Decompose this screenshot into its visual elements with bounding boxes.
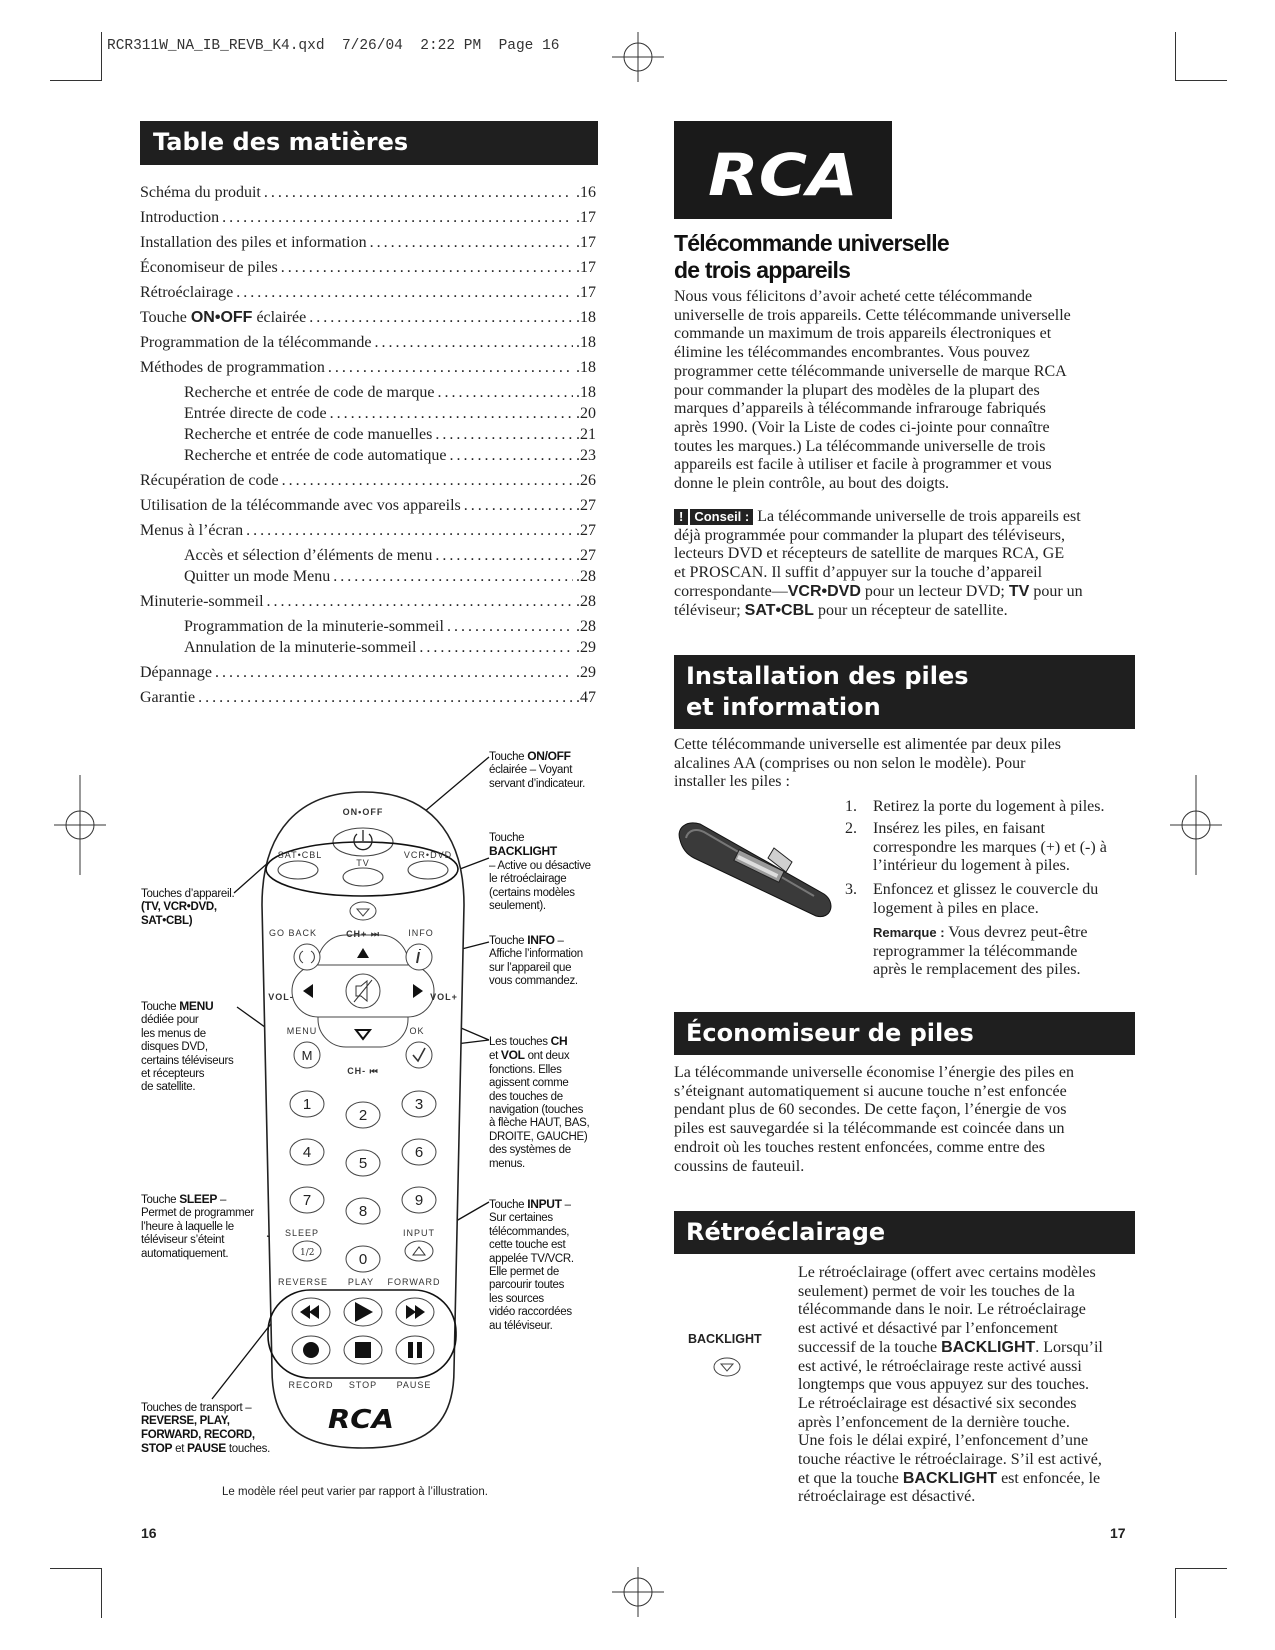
toc-subentry[interactable]: Annulation de la minuterie-sommeil ..... .29: [184, 639, 596, 657]
battery-intro: Cette télécommande universelle est alimentée par deux piles alcalines AA (comprises ou non selon le modèle). Pour installer les piles :: [674, 736, 1061, 791]
page-number-left: 16: [141, 1525, 157, 1541]
toc-entry[interactable]: Méthodes de programmation ..... .18: [140, 359, 596, 377]
battery-saver-header: Économiseur de piles: [674, 1012, 1135, 1055]
battery-saver-text: La télécommande universelle économise l’énergie des piles en s’éteignant automatiquement si aucune touche n’est enfoncée pendant plus de 60 secondes. De cette façon, l’énergie de vos piles est sauvegardée si la télécommande est coincée dans un endroit où les touches restent enfoncées, comme entre des coussins de fauteuil.: [674, 1064, 1074, 1175]
key-1: 1: [302, 1096, 312, 1113]
stop-label: STOP: [348, 1380, 378, 1390]
m-label: M: [301, 1048, 313, 1063]
backlight-section-header: Rétroéclairage: [674, 1211, 1135, 1254]
callout-info: Touche INFO – Affiche l’information sur l’appareil que vous commandez.: [489, 933, 583, 988]
toc-subentry[interactable]: Recherche et entrée de code de marque ..... .18: [184, 384, 596, 402]
toc-entry[interactable]: Récupération de code ..... .26: [140, 472, 596, 490]
callout-ch-vol: Les touches CH et VOL ont deux fonctions. Elles agissent comme des touches de navigation (touches à flèche HAUT, BAS, DROITE, GAUCHE) des systèmes de menus.: [489, 1034, 590, 1170]
toc-entry[interactable]: Schéma du produit ..... .16: [140, 184, 596, 202]
toc-entry[interactable]: Installation des piles et information ..... .17: [140, 234, 596, 252]
menu-label: MENU: [286, 1026, 318, 1036]
step-item: 1. Retirez la porte du logement à piles.: [845, 798, 1105, 815]
sat-label: SAT•CBL: [277, 850, 323, 860]
goback-label: GO BACK: [268, 928, 318, 938]
step-item: 3. Enfoncez et glissez le couvercle du logement à piles en place.: [845, 881, 1099, 917]
chdn-label: CH- ⏮: [347, 1066, 379, 1076]
toc-subentry[interactable]: Entrée directe de code ..... .20: [184, 405, 596, 423]
forward-label: FORWARD: [387, 1277, 441, 1287]
main-title: Télécommande universelle de trois appareils: [674, 230, 949, 283]
callout-onoff: Touche ON/OFF éclairée – Voyant servant d’indicateur.: [489, 749, 585, 790]
toc-entry[interactable]: Dépannage ..... .29: [140, 664, 596, 682]
callout-backlight: Touche BACKLIGHT – Active ou désactive le rétroéclairage (certains modèles seulement).: [489, 832, 591, 913]
callout-transport: Touches de transport – REVERSE, PLAY, FORWARD, RECORD, STOP et PAUSE touches.: [141, 1402, 270, 1456]
key-7: 7: [302, 1192, 312, 1209]
battery-section-header: Installation des piles et information: [674, 655, 1135, 729]
key-2: 2: [358, 1107, 368, 1124]
toc-entry[interactable]: Introduction ..... .17: [140, 209, 596, 227]
toc-entry[interactable]: Menus à l’écran ..... .27: [140, 522, 596, 540]
input-button: [405, 1241, 433, 1261]
remote-brand-logo: RCA: [328, 1405, 394, 1435]
info-label: INFO: [408, 928, 434, 938]
input-label: INPUT: [403, 1228, 435, 1238]
record-icon: [303, 1342, 319, 1358]
onoff-label: ON•OFF: [342, 807, 384, 817]
toc-subentry[interactable]: Programmation de la minuterie-sommeil ..... .28: [184, 618, 596, 636]
backlight-key-label: BACKLIGHT: [688, 1332, 762, 1346]
key-0: 0: [358, 1251, 368, 1268]
backlight-text: Le rétroéclairage (offert avec certains modèles seulement) permet de voir les touches de la télécommande dans le noir. Le rétroéclairage est activé et désactivé par l’enfoncement successif de la touche BACKLIGHT. Lorsqu’il est activé, le rétroéclairage reste activé aussi longtemps que vous appuyez sur des touches. Le rétroéclairage est désactivé six secondes après l’enfoncement de la dernière touche. Une fois le délai expiré, l’enfoncement d’une touche réactive le rétroéclairage. S’il est activé, et que la touche BACKLIGHT est enfoncée, le rétroéclairage est désactivé.: [798, 1264, 1103, 1506]
record-label: RECORD: [288, 1380, 334, 1390]
callout-sleep: Touche SLEEP – Permet de programmer l’heure à laquelle le téléviseur s’éteint automatiquement.: [141, 1192, 254, 1260]
toc-subentry[interactable]: Accès et sélection d’éléments de menu ..... .27: [184, 547, 596, 565]
device-button-vcr: [408, 861, 448, 879]
toc-entry[interactable]: Touche ON•OFF éclairée ..... .18: [140, 309, 596, 327]
key-8: 8: [358, 1203, 368, 1220]
print-slug: RCR311W_NA_IB_REVB_K4.qxd 7/26/04 2:22 PM Page 16: [107, 38, 560, 54]
volp-label: VOL+: [430, 992, 458, 1002]
chup-label: CH+ ⏭: [346, 929, 380, 939]
tip-paragraph: ! Conseil : La télécommande universelle de trois appareils est déjà programmée pour commander la plupart des téléviseurs, lecteurs DVD et récepteurs de satellite de marques RCA, GE et PROSCAN. Il suffit d’appuyer sur la touche d’appareil correspondante—VCR•DVD pour un lecteur DVD; TV pour un téléviseur; SAT•CBL pour un récepteur de satellite.: [674, 508, 1083, 619]
stop-icon: [355, 1342, 371, 1358]
toc-entry[interactable]: Rétroéclairage ..... .17: [140, 284, 596, 302]
key-6: 6: [414, 1144, 424, 1161]
sleep-icon: 1/2: [300, 1248, 315, 1258]
device-button-sat: [278, 861, 318, 879]
toc-entry[interactable]: Économiseur de piles ..... .17: [140, 259, 596, 277]
volm-label: VOL-: [268, 992, 294, 1002]
toc-entry[interactable]: Utilisation de la télécommande avec vos appareils ..... .27: [140, 497, 596, 515]
toc-subentry[interactable]: Recherche et entrée de code automatique ..... .23: [184, 447, 596, 465]
key-5: 5: [358, 1155, 368, 1172]
tip-badge: ! Conseil :: [674, 509, 753, 525]
warning-icon: !: [674, 509, 690, 525]
illustration-footnote: Le modèle réel peut varier par rapport à l’illustration.: [222, 1486, 488, 1498]
pause-button: [396, 1336, 434, 1364]
toc-entry[interactable]: Garantie ..... .47: [140, 689, 596, 707]
key-3: 3: [414, 1096, 424, 1113]
play-label: PLAY: [347, 1277, 375, 1287]
rca-logo-block: [674, 121, 892, 219]
ok-button: [406, 1042, 432, 1068]
vcr-label: VCR•DVD: [403, 850, 453, 860]
reverse-label: REVERSE: [277, 1277, 329, 1287]
backlight-button: [350, 902, 376, 920]
toc-entry[interactable]: Programmation de la télécommande ..... .18: [140, 334, 596, 352]
tv-label: TV: [356, 858, 370, 868]
page-number-right: 17: [1110, 1525, 1126, 1541]
callout-input: Touche INPUT – Sur certaines télécommandes, cette touche est appelée TV/VCR. Elle permet de parcourir toutes les sources vidéo raccordées au téléviseur.: [489, 1197, 574, 1332]
remote-battery-illustration: [674, 818, 834, 928]
sleep-label: SLEEP: [284, 1228, 320, 1238]
key-9: 9: [414, 1192, 424, 1209]
callout-device-keys: Touches d’appareil. (TV, VCR•DVD, SAT•CBL): [141, 888, 235, 927]
toc-subentry[interactable]: Recherche et entrée de code manuelles ..... .21: [184, 426, 596, 444]
callout-menu: Touche MENU dédiée pour les menus de disques DVD, certains téléviseurs et récepteurs de satellite.: [141, 999, 234, 1094]
pause-label: PAUSE: [396, 1380, 432, 1390]
goback-button: [294, 944, 320, 970]
battery-note: Remarque : Vous devrez peut-être reprogrammer la télécommande après le remplacement des piles.: [873, 924, 1088, 979]
toc-subentry[interactable]: Quitter un mode Menu ..... .28: [184, 568, 596, 586]
intro-paragraph: Nous vous félicitons d’avoir acheté cette télécommande universelle de trois appareils. Cette télécommande universelle commande un maximum de trois appareils électroniques et élimine les télécommandes encombrantes. Vous pouvez programmer cette télécommande universelle de marque RCA pour commander la plupart des modèles de la plupart des marques d’appareils à télécommande infrarouge fabriqués après 1990. (Voir la Liste de codes ci-jointe pour connaître toutes les marques.) La télécommande universelle de trois appareils est facile à utiliser et facile à programmer et vous donne le plein contrôle, au bout des doigts.: [674, 288, 1071, 493]
svg-text:RCA: RCA: [708, 141, 858, 209]
toc-entry[interactable]: Minuterie-sommeil ..... .28: [140, 593, 596, 611]
ok-label: OK: [409, 1026, 425, 1036]
step-item: 2. Insérez les piles, en faisant correspondre les marques (+) et (-) à l’intérieur du logement à piles.: [845, 820, 1107, 875]
toc-title: Table des matières: [153, 128, 409, 156]
rca-logo: [674, 121, 892, 219]
pause-icon: [408, 1342, 413, 1358]
key-4: 4: [302, 1144, 312, 1161]
device-button-tv: [343, 868, 383, 886]
backlight-key-icon: [712, 1356, 742, 1378]
